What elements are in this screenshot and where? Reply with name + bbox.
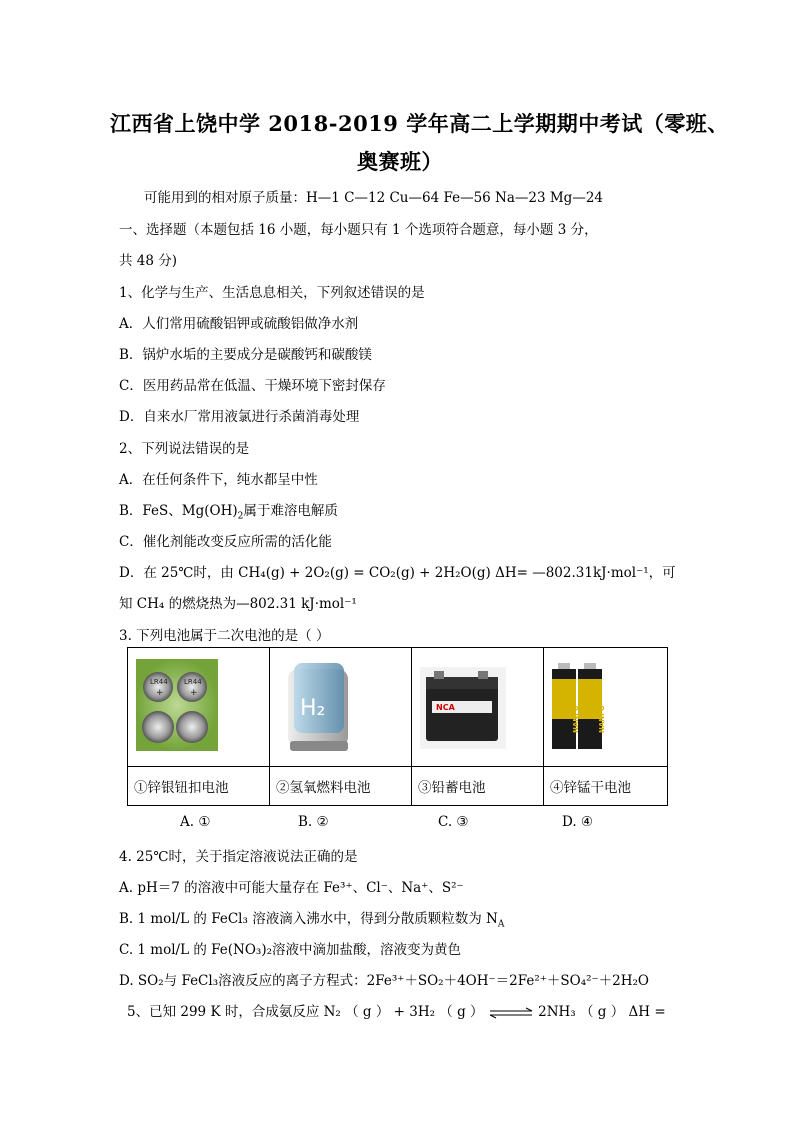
q2-option-b: B．FeS、$Mg(OH)_2$属于难溶电解质 xyxy=(119,503,338,522)
lr44-label-right: LR44 xyxy=(184,678,202,686)
atomic-masses: 可能用到的相对原子质量：H—1 C—12 Cu—64 Fe—56 Na—23 Mg—24 xyxy=(144,190,604,206)
nanfu-brand-right: NANFU xyxy=(598,705,606,733)
h2-label: H₂ xyxy=(300,696,326,721)
q2-option-d-line1: D．在 25℃时，由 CH₄(g) + 2O₂(g) = CO₂(g) + 2H₂O(g) ΔH= —802.31kJ·mol⁻¹，可 xyxy=(119,565,676,581)
caption-button-cell: ①锌银钮扣电池 xyxy=(128,767,270,806)
q2-option-c: C．催化剂能改变反应所需的活化能 xyxy=(119,534,332,550)
lead-acid-battery-image xyxy=(412,649,542,765)
q1-option-b: B．锅炉水垢的主要成分是碳酸钙和碳酸镁 xyxy=(119,347,372,363)
q2-option-d-line2: 知 CH₄ 的燃烧热为—802.31 kJ·mol⁻¹ xyxy=(119,596,357,612)
q3-option-d: D. ④ xyxy=(562,814,594,830)
lead-acid-image-cell xyxy=(412,648,544,767)
q1-option-a: A．人们常用硫酸铝钾或硫酸铝做净水剂 xyxy=(119,316,359,332)
q2-option-a: A．在任何条件下，纯水都呈中性 xyxy=(119,472,318,488)
caption-dry-cell: ④锌锰干电池 xyxy=(544,767,668,806)
fuel-cell-image xyxy=(270,649,410,765)
svg-text:+: + xyxy=(190,688,198,698)
q1-option-c: C．医用药品常在低温、干燥环境下密封保存 xyxy=(119,378,386,394)
section-heading-b: 共 48 分) xyxy=(119,253,178,269)
nca-brand: NCA xyxy=(436,703,455,712)
q4-stem: 4. 25℃时，关于指定溶液说法正确的是 xyxy=(119,849,358,865)
dry-cell-image-cell xyxy=(544,648,668,767)
button-cell-image-cell xyxy=(128,648,270,767)
lr44-label-left: LR44 xyxy=(150,678,168,686)
title-line-1: 江西省上饶中学 2018-2019 学年高二上学期期中考试（零班、 xyxy=(110,111,729,136)
nanfu-brand-left: NANFU xyxy=(572,705,580,733)
q2-stem: 2、下列说法错误的是 xyxy=(119,441,250,457)
title-line-2: 奥赛班） xyxy=(357,149,443,174)
q3-option-a: A. ① xyxy=(180,814,211,830)
q3-option-b: B. ② xyxy=(298,814,329,830)
button-cell-image xyxy=(128,649,268,765)
fuel-cell-image-cell xyxy=(270,648,412,767)
caption-lead-acid: ③铅蓄电池 xyxy=(412,767,544,806)
q4-option-a: A. pH＝7 的溶液中可能大量存在 Fe³⁺、Cl⁻、Na⁺、S²⁻ xyxy=(119,880,464,896)
dry-cell-image xyxy=(544,649,666,765)
svg-text:+: + xyxy=(156,688,164,698)
q5-stem: 5、已知 299 K 时，合成氨反应 N₂ （ g ） + 3H₂ （ g ） 2NH₃ （ g ） ΔH = xyxy=(127,1004,666,1020)
q1-option-d: D．自来水厂常用液氯进行杀菌消毒处理 xyxy=(119,409,360,425)
q4-option-c: C. 1 mol/L 的 Fe(NO₃)₂溶液中滴加盐酸，溶液变为黄色 xyxy=(119,942,462,958)
battery-table xyxy=(127,647,668,806)
q4-option-b: B. 1 mol/L 的 FeCl₃ 溶液滴入沸水中，得到分散质颗粒数为 $N_A$ xyxy=(119,911,505,930)
q1-stem: 1、化学与生产、生活息息相关，下列叙述错误的是 xyxy=(119,285,425,301)
equilibrium-arrow-icon xyxy=(488,1007,534,1019)
q3-option-c: C. ③ xyxy=(438,814,469,830)
q4-option-d: D. SO₂与 FeCl₃溶液反应的离子方程式：2Fe³⁺＋SO₂＋4OH⁻＝2Fe²⁺＋SO₄²⁻＋2H₂O xyxy=(119,973,649,989)
q3-stem: 3. 下列电池属于二次电池的是（ ） xyxy=(119,628,330,644)
section-heading-a: 一、选择题（本题包括 16 小题，每小题只有 1 个选项符合题意，每小题 3 分， xyxy=(119,222,598,238)
caption-fuel-cell: ②氢氧燃料电池 xyxy=(270,767,412,806)
